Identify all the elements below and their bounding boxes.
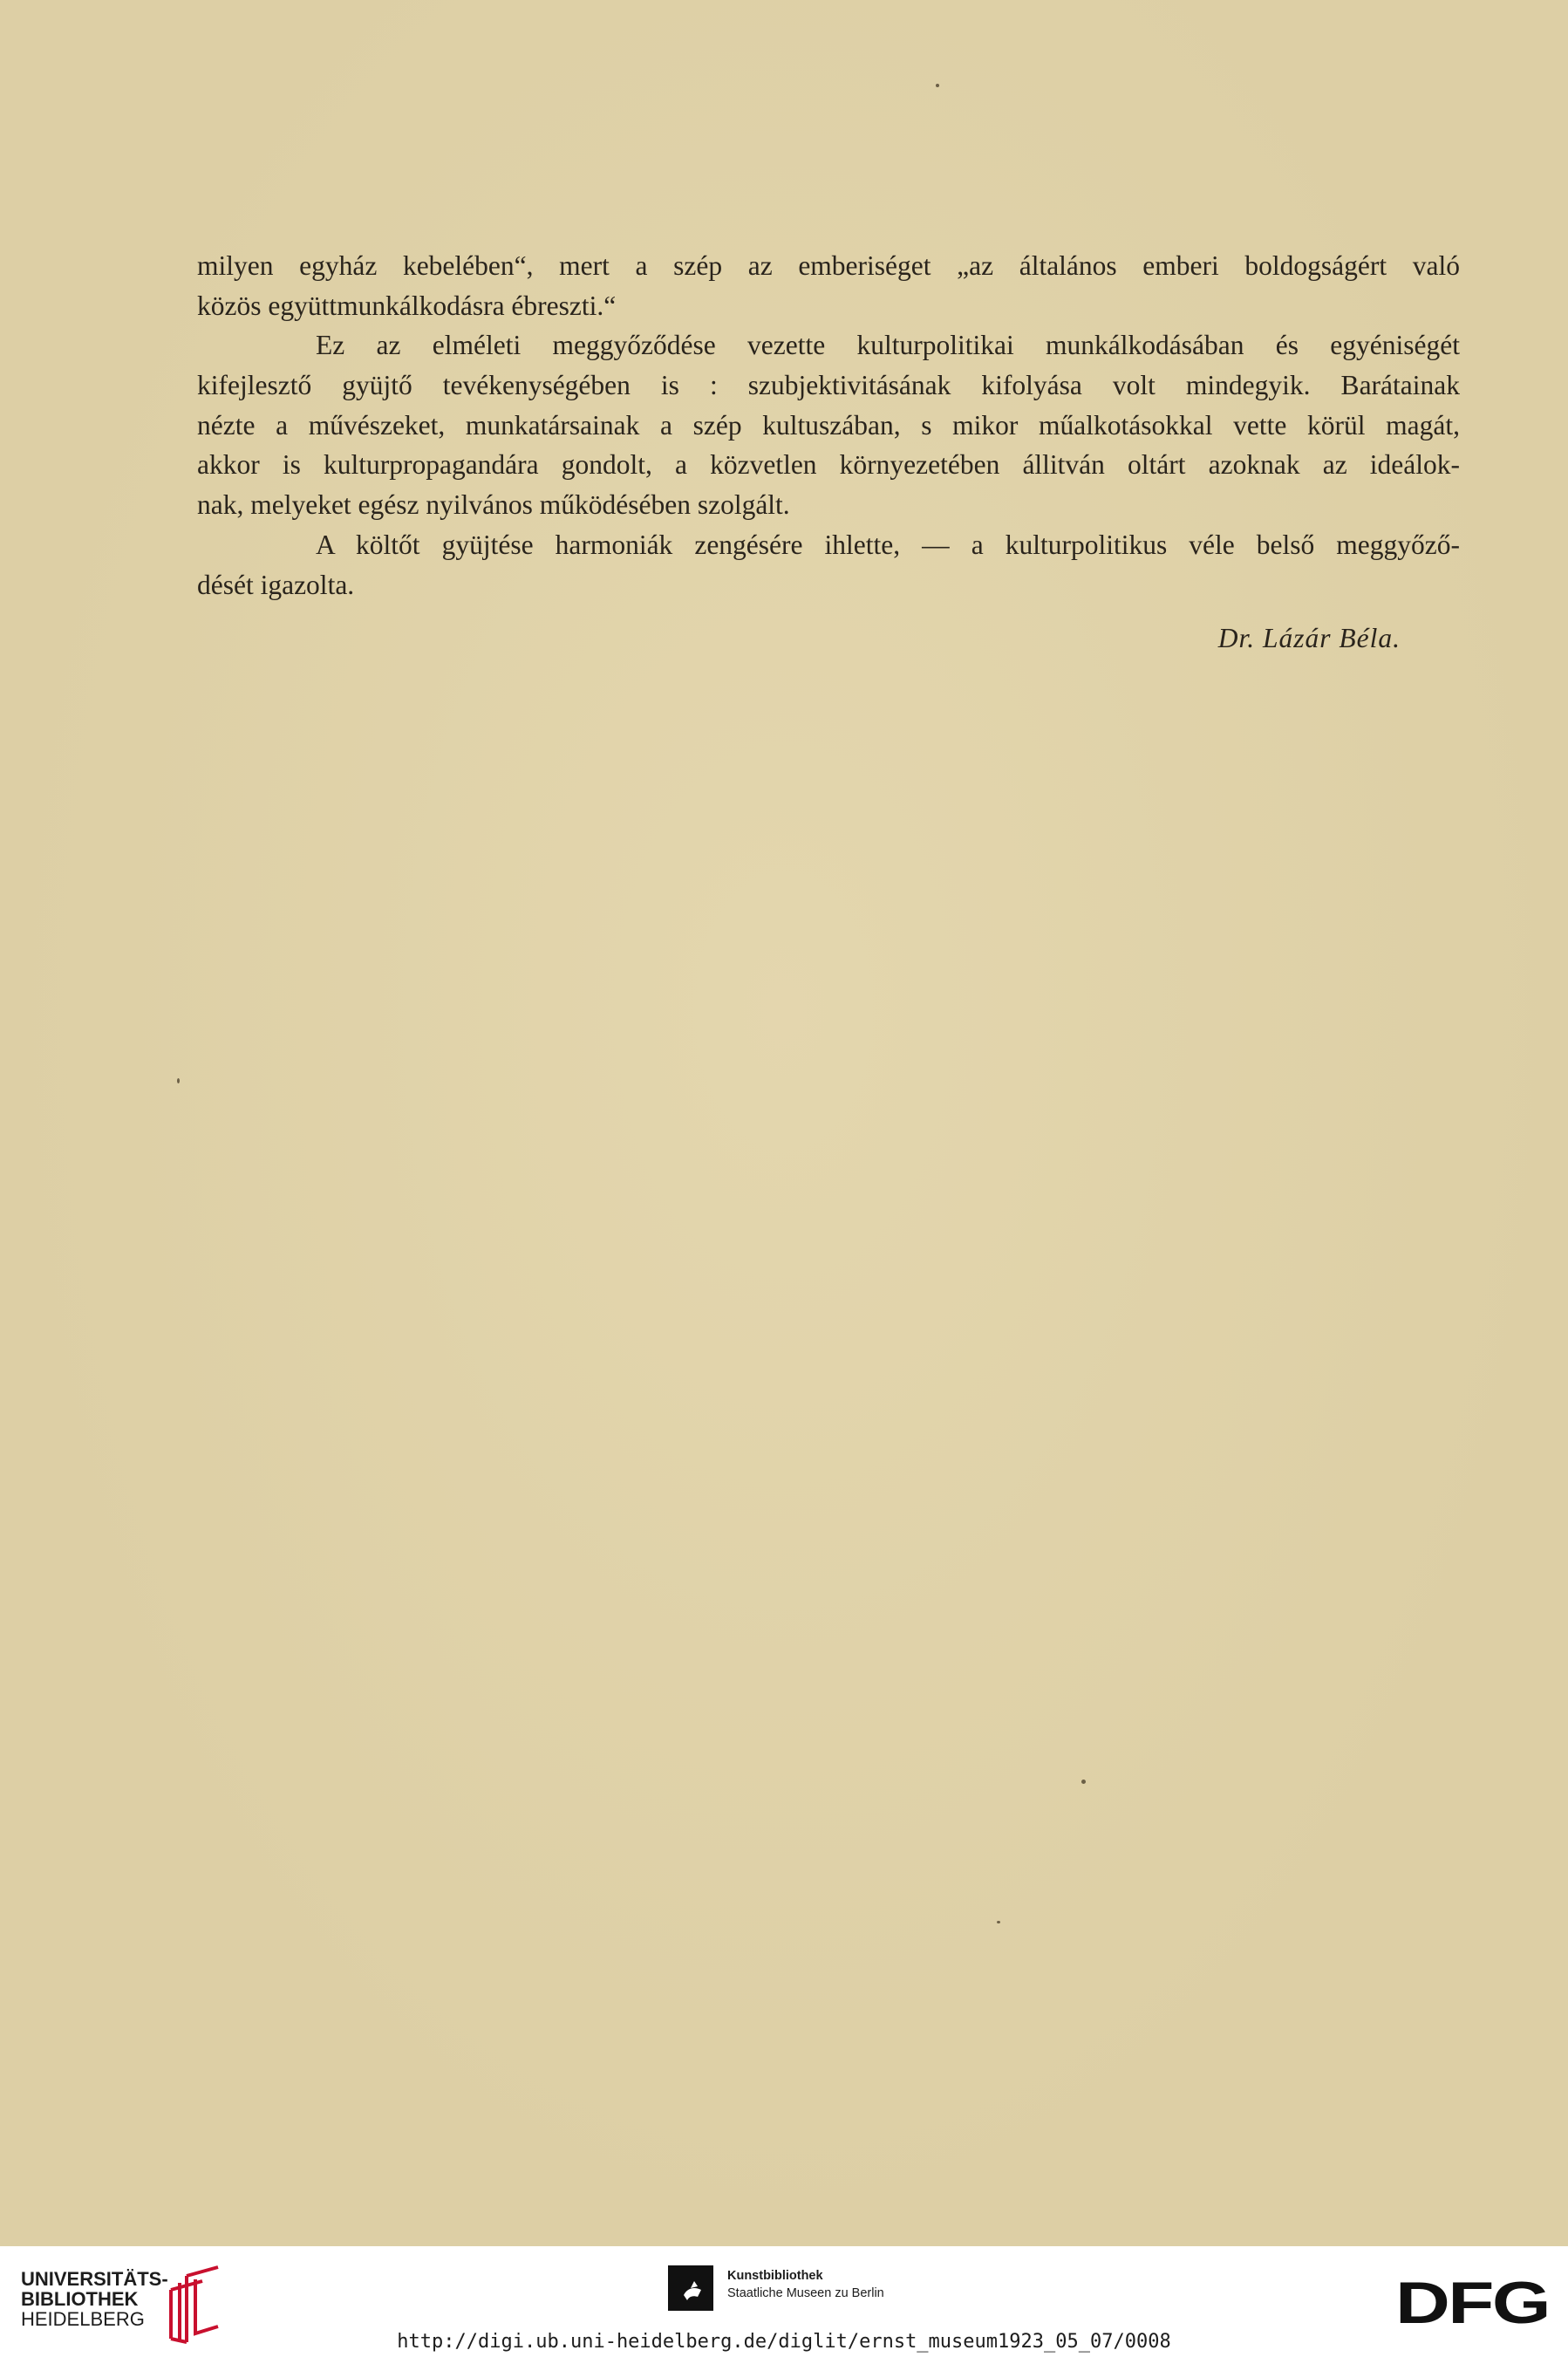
kb-line-2: Staatliche Museen zu Berlin: [727, 2286, 884, 2300]
ub-line-2: BIBLIOTHEK: [21, 2288, 139, 2310]
text-line: akkor is kulturpropagandára gondolt, a közvetlen környezetében állitván oltárt azoknak az ideálok-: [197, 449, 1460, 481]
text-line: kifejlesztő gyüjtő tevékenységében is : szubjektivitásának kifolyása volt mindegyik. Barátainak: [197, 370, 1460, 401]
kunstbibliothek-logo[interactable]: [668, 2265, 947, 2318]
text-line: nak, melyeket egész nyilvános működésében szolgált.: [197, 489, 790, 521]
signature: Dr. Lázár Béla.: [1217, 623, 1401, 653]
text-line: Ez az elméleti meggyőződése vezette kulturpolitikai munkálkodásában és egyéniségét: [316, 330, 1460, 361]
ub-line-1: UNIVERSITÄTS-: [21, 2268, 168, 2290]
text-line: A költőt gyüjtése harmoniák zengésére ihlette, — a kulturpolitikus véle belső meggyőző-: [316, 529, 1460, 560]
permalink-url[interactable]: http://digi.ub.uni-heidelberg.de/diglit/ernst_museum1923_05_07/0008: [397, 2331, 1171, 2353]
paper-speck: [177, 1078, 180, 1083]
body-text: [197, 246, 1460, 605]
paper-speck: [936, 84, 939, 87]
text-line: közös együttmunkálkodásra ébreszti.“: [197, 290, 617, 321]
dfg-logo[interactable]: [1395, 2274, 1549, 2328]
text-line: dését igazolta.: [197, 569, 355, 600]
kb-line-1: Kunstbibliothek: [727, 2269, 823, 2283]
ub-line-3: HEIDELBERG: [21, 2308, 145, 2330]
text-line: milyen egyház kebelében“, mert a szép az emberiséget „az általános emberi boldogságért való: [197, 250, 1460, 281]
dfg-logo-label: DFG: [1395, 2274, 1549, 2328]
footer-bar: [0, 2246, 1568, 2357]
paper-speck: [1081, 1780, 1086, 1784]
kunstbibliothek-icon: [668, 2265, 713, 2311]
paper-speck: [997, 1921, 1000, 1923]
text-line: nézte a művészeket, munkatársainak a szép kultuszában, s mikor műalkotásokkal vette körül magát,: [197, 409, 1460, 441]
